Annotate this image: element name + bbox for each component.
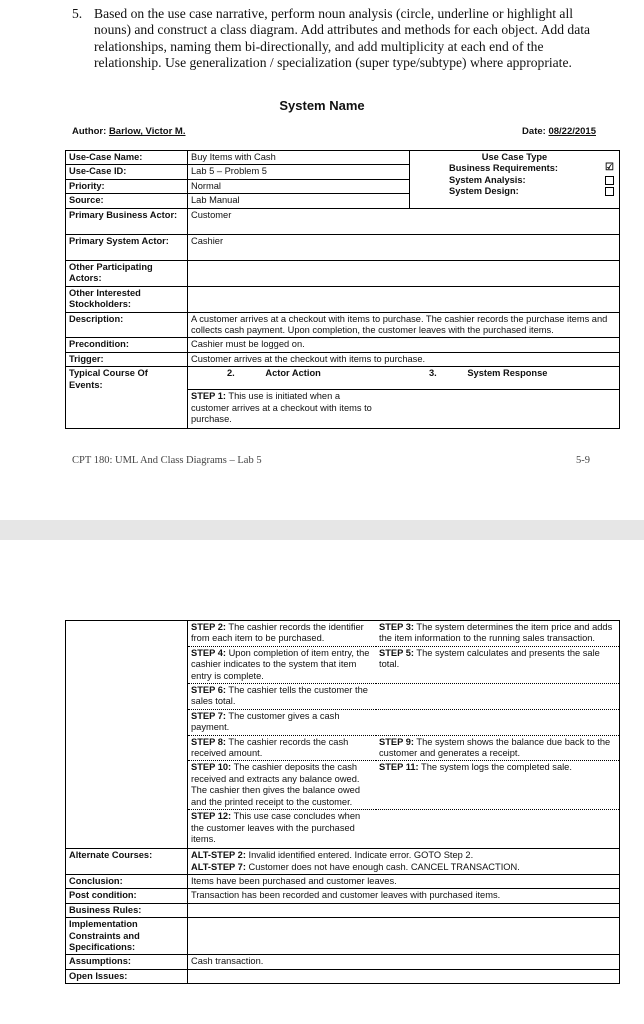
- events-table-page-1: [188, 367, 619, 428]
- description-value: A customer arrives at a checkout with items to purchase. The cashier records the purchase items and collects cash payment. Upon completion, the customer leaves with the purchased items.: [188, 312, 620, 338]
- question-text: Based on the use case narrative, perform noun analysis (circle, underline or highlight all nouns) and construct a class diagram. Add attributes and methods for each object. Add data relationships, naming them bi-directionally, and add multiplicity at each end of the relationship. Use generalization / specialization (super type/subtype) where appropriate.: [94, 6, 591, 71]
- primary-system-actor-value: Cashier: [188, 234, 620, 260]
- system-step-11: STEP 11: The system logs the completed sale.: [376, 761, 619, 810]
- use-case-type-analysis: System Analysis:: [413, 175, 616, 186]
- actor-step-1: STEP 1: This use is initiated when a customer arrives at a checkout with items to purchase.: [188, 390, 376, 429]
- description-row: [66, 312, 620, 338]
- trigger-value: Customer arrives at the checkout with items to purchase.: [188, 352, 620, 366]
- primary-system-actor-label: Primary System Actor:: [66, 234, 188, 260]
- author-line: [72, 126, 185, 137]
- use-case-type-design: System Design:: [413, 186, 616, 197]
- actor-step-8: STEP 8: The cashier records the cash received amount.: [188, 735, 376, 761]
- primary-business-actor-row: [66, 208, 620, 234]
- event-step-1-row: [188, 390, 619, 429]
- actor-action-header: 2. Actor Action: [227, 368, 321, 379]
- conclusion-label: Conclusion:: [66, 874, 188, 888]
- assumptions-value: Cash transaction.: [188, 955, 620, 969]
- typical-course-label: Typical Course Of Events:: [66, 367, 188, 429]
- system-step-1: [376, 390, 619, 429]
- other-actors-row: [66, 260, 620, 286]
- alternate-courses-row: [66, 849, 620, 875]
- actor-step-12: STEP 12: This use case concludes when the customer leaves with the purchased items.: [188, 810, 376, 849]
- event-row-6: [188, 684, 619, 710]
- other-actors-value: [188, 260, 620, 286]
- actor-step-4: STEP 4: Upon completion of item entry, the cashier indicates to the system that item entry is complete.: [188, 646, 376, 683]
- page-separator: [0, 520, 644, 540]
- stakeholders-value: [188, 286, 620, 312]
- source-label: Source:: [66, 194, 188, 208]
- alt-step-2: ALT-STEP 2: Invalid identified entered. Indicate error. GOTO Step 2.: [191, 850, 474, 861]
- trigger-label: Trigger:: [66, 352, 188, 366]
- precondition-row: [66, 338, 620, 352]
- business-rules-value: [188, 903, 620, 917]
- priority-label: Priority:: [66, 179, 188, 193]
- actor-step-7: STEP 7: The customer gives a cash payment.: [188, 709, 376, 735]
- events-continued-label: [66, 621, 188, 849]
- primary-business-actor-label: Primary Business Actor:: [66, 208, 188, 234]
- event-row-4: [188, 646, 619, 683]
- use-case-type-cell: [410, 151, 620, 209]
- system-design-checkbox[interactable]: [605, 187, 614, 196]
- actor-step-10: STEP 10: The cashier deposits the cash received and extracts any balance owed. The cashier then gives the balance owed and the printed receipt to the customer.: [188, 761, 376, 810]
- use-case-table-part-1: [65, 150, 620, 429]
- system-analysis-checkbox[interactable]: [605, 176, 614, 185]
- date-label: Date:: [522, 126, 546, 137]
- use-case-type-business: Business Requirements: ☑: [449, 162, 614, 174]
- system-response-header: 3. System Response: [429, 368, 548, 379]
- events-table-page-2: [188, 621, 619, 848]
- alt-step-7: ALT-STEP 7: Customer does not have enough cash. CANCEL TRANSACTION.: [191, 861, 520, 872]
- system-step-3: STEP 3: The system determines the item price and adds the item information to the running sales transaction.: [379, 622, 613, 644]
- assumptions-label: Assumptions:: [66, 955, 188, 969]
- events-continued-cell: [188, 621, 620, 849]
- event-row-8: [188, 735, 619, 761]
- question-number: 5.: [72, 6, 83, 21]
- footer-course: CPT 180: UML And Class Diagrams – Lab 5: [72, 455, 262, 466]
- source-value: Lab Manual: [188, 194, 410, 208]
- implementation-constraints-label: Implementation Constraints and Specifications:: [66, 918, 188, 955]
- alternate-courses-value: [188, 849, 620, 875]
- system-empty-7: [376, 709, 619, 735]
- implementation-constraints-row: [66, 918, 620, 955]
- open-issues-value: [188, 969, 620, 983]
- open-issues-row: [66, 969, 620, 983]
- use-case-id-value: Lab 5 – Problem 5: [188, 165, 410, 179]
- assumptions-row: [66, 955, 620, 969]
- description-label: Description:: [66, 312, 188, 338]
- system-empty-6: [376, 684, 619, 710]
- stakeholders-label: Other Interested Stockholders:: [66, 286, 188, 312]
- typical-course-row: [66, 367, 620, 429]
- implementation-constraints-value: [188, 918, 620, 955]
- precondition-label: Precondition:: [66, 338, 188, 352]
- business-rules-row: [66, 903, 620, 917]
- use-case-type-title: Use Case Type: [481, 152, 548, 162]
- conclusion-row: [66, 874, 620, 888]
- events-header-row: [188, 367, 619, 390]
- actor-step-2: STEP 2: The cashier records the identifier from each item to be purchased.: [191, 622, 364, 644]
- business-requirements-checkbox[interactable]: ☑: [605, 162, 614, 174]
- use-case-table-part-2: [65, 620, 620, 984]
- trigger-row: [66, 352, 620, 366]
- system-step-5: STEP 5: The system calculates and presents the sale total.: [376, 646, 619, 683]
- actor-step-6: STEP 6: The cashier tells the customer the sales total.: [188, 684, 376, 710]
- author-label: Author:: [72, 126, 107, 137]
- primary-system-actor-row: [66, 234, 620, 260]
- alternate-courses-label: Alternate Courses:: [66, 849, 188, 875]
- typical-course-events: [188, 367, 620, 429]
- question-block: [72, 6, 592, 72]
- priority-value: Normal: [188, 179, 410, 193]
- event-row-7: [188, 709, 619, 735]
- date-value: 08/22/2015: [548, 126, 596, 137]
- footer-page-number: 5-9: [576, 455, 590, 466]
- author-value: Barlow, Victor M.: [108, 126, 186, 137]
- post-condition-label: Post condition:: [66, 889, 188, 903]
- system-name-heading: System Name: [279, 98, 365, 113]
- post-condition-row: [66, 889, 620, 903]
- other-actors-label: Other Participating Actors:: [66, 260, 188, 286]
- use-case-name-value: Buy Items with Cash: [188, 151, 410, 165]
- use-case-name-label: Use-Case Name:: [66, 151, 188, 165]
- precondition-value: Cashier must be logged on.: [188, 338, 620, 352]
- events-continued-row: [66, 621, 620, 849]
- business-rules-label: Business Rules:: [66, 903, 188, 917]
- event-row-10: [188, 761, 619, 810]
- use-case-id-label: Use-Case ID:: [66, 165, 188, 179]
- use-case-name-row: [66, 151, 620, 165]
- system-empty-12: [376, 810, 619, 849]
- event-row-12: [188, 810, 619, 849]
- event-row-2: [188, 621, 619, 646]
- primary-business-actor-value: Customer: [188, 208, 620, 234]
- open-issues-label: Open Issues:: [66, 969, 188, 983]
- post-condition-value: Transaction has been recorded and customer leaves with purchased items.: [188, 889, 620, 903]
- stakeholders-row: [66, 286, 620, 312]
- system-step-9: STEP 9: The system shows the balance due back to the customer and generates a receipt.: [376, 735, 619, 761]
- conclusion-value: Items have been purchased and customer leaves.: [188, 874, 620, 888]
- date-line: [522, 126, 596, 137]
